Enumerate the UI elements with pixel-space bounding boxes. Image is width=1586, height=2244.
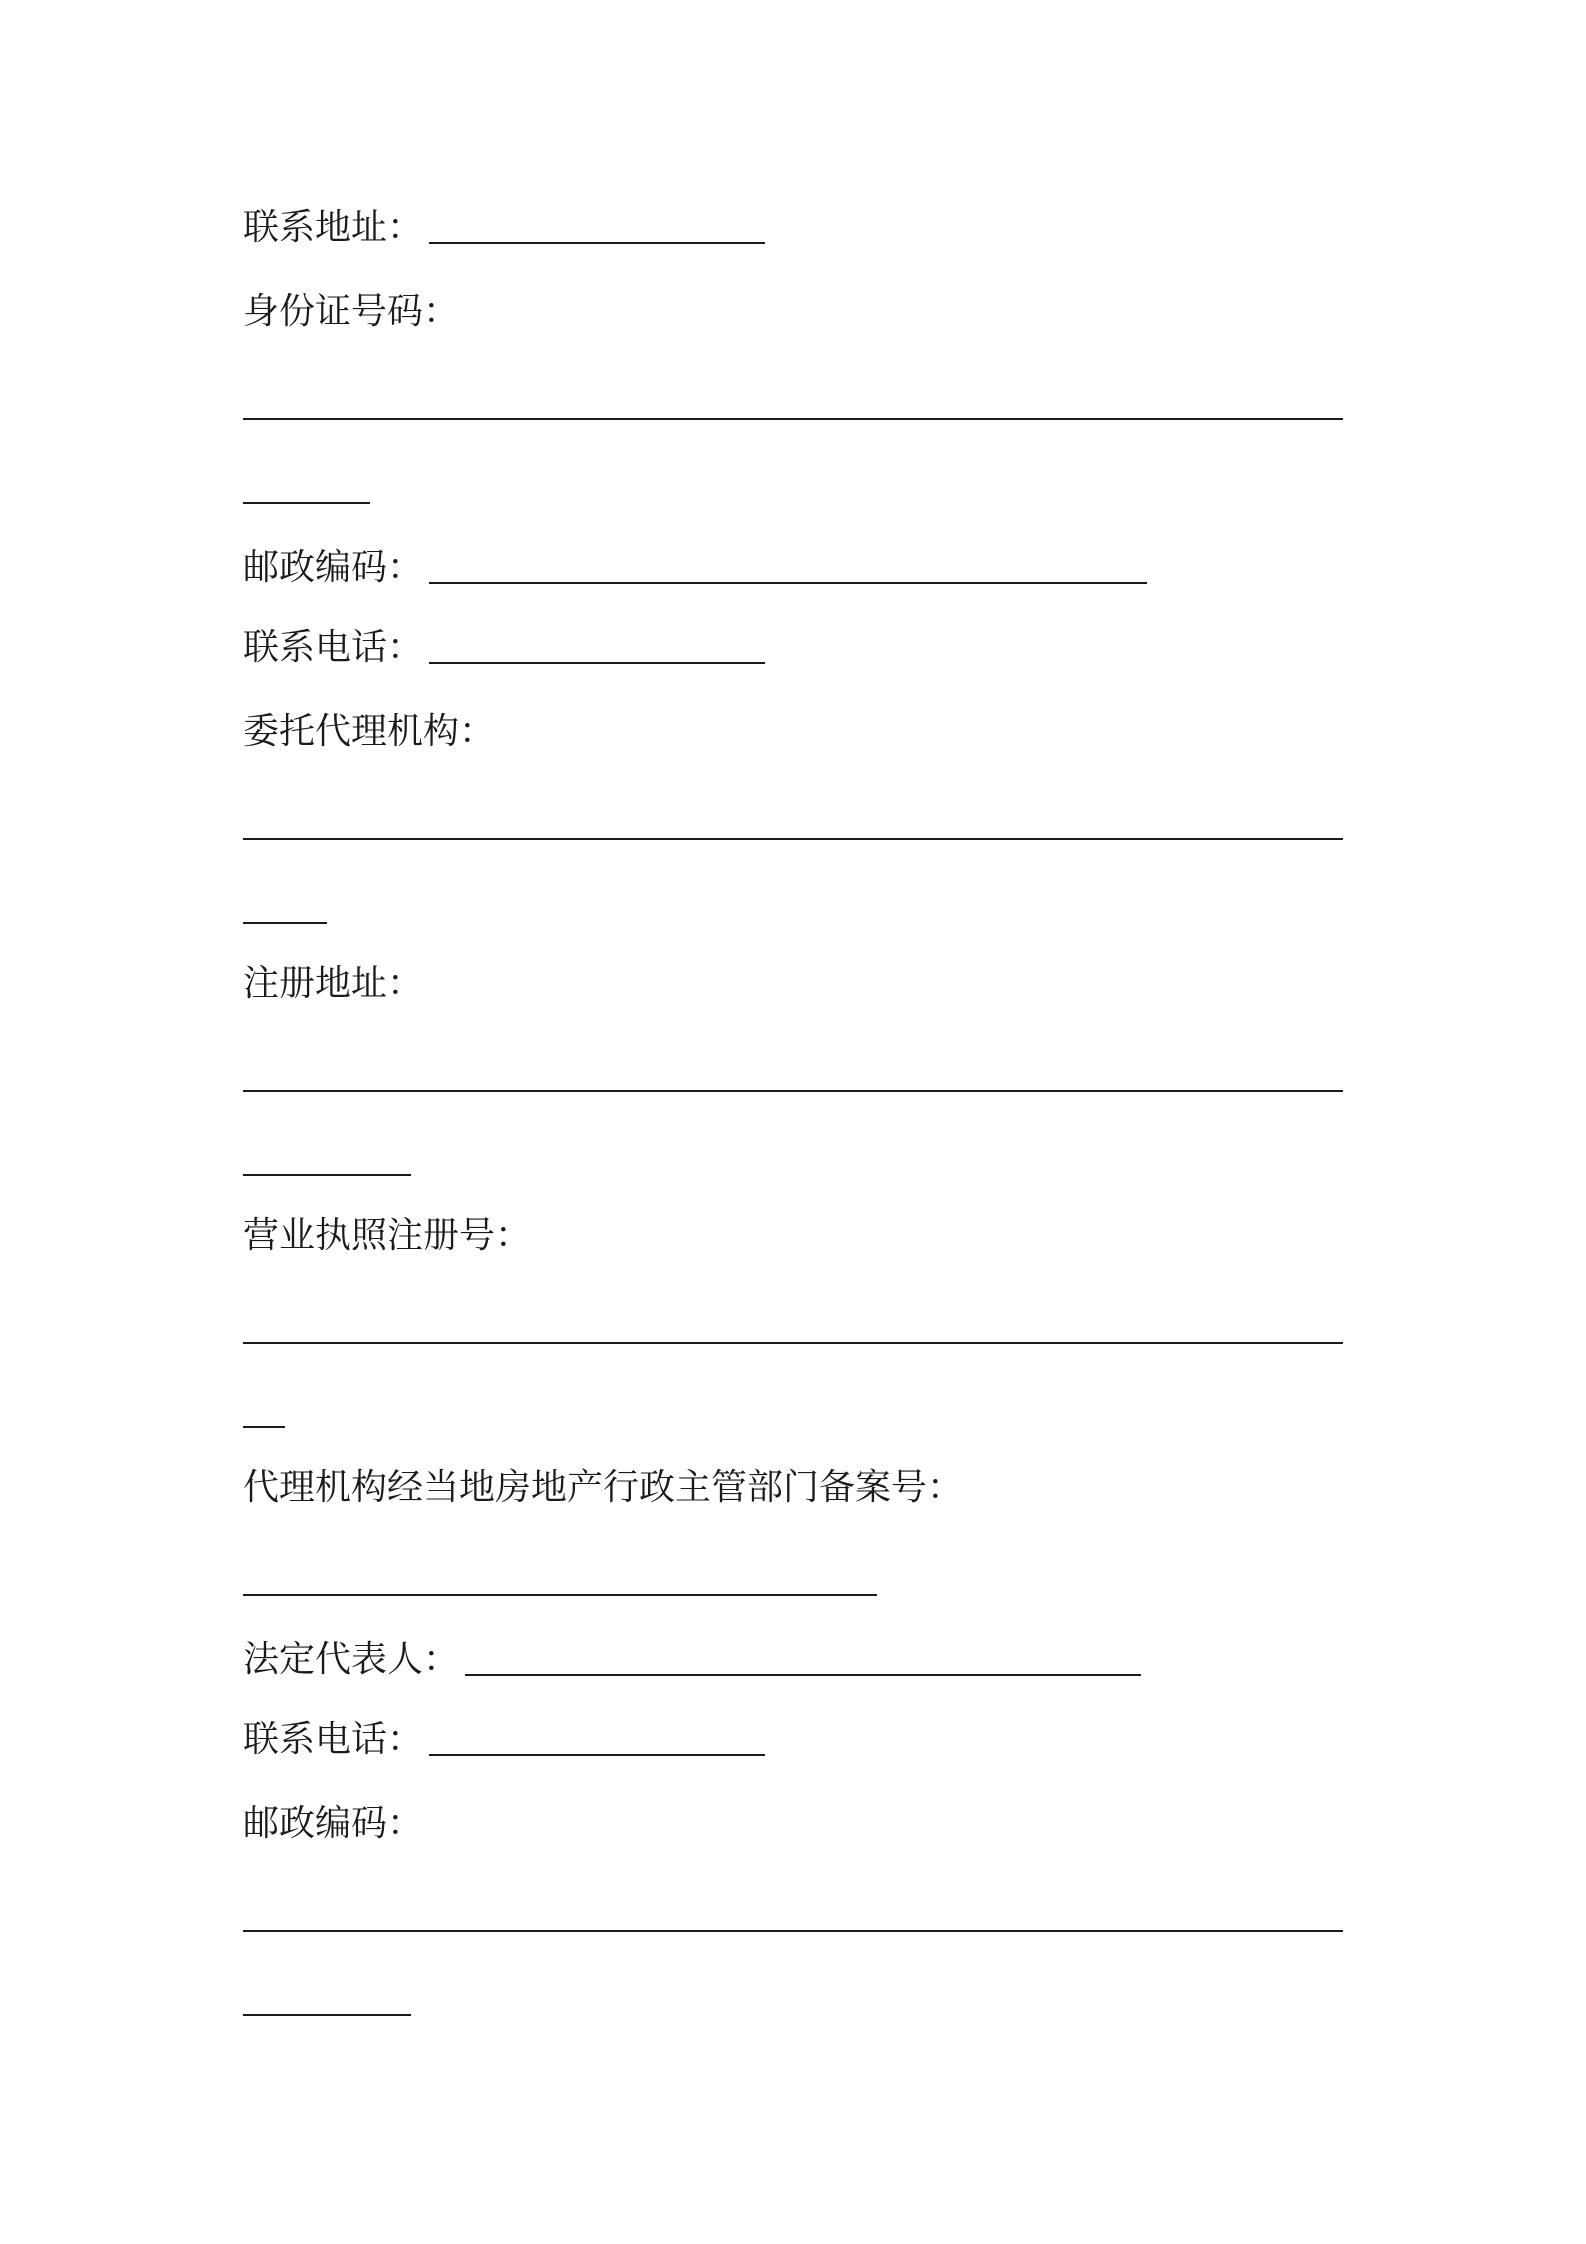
legal-rep-row	[243, 1638, 1141, 1682]
phone-row-2	[243, 1718, 765, 1762]
business-license-blank-line-1[interactable]	[243, 1342, 1343, 1344]
postal-code-row-1	[243, 546, 1147, 590]
legal-rep-blank[interactable]	[465, 1674, 1141, 1676]
phone-label-1: 联系电话：	[243, 627, 424, 668]
phone-label-2: 联系电话：	[243, 1719, 424, 1760]
postal-code-2-blank-line-2[interactable]	[243, 2014, 411, 2016]
business-license-blank-line-2[interactable]	[243, 1426, 285, 1428]
registered-address-blank-line-1[interactable]	[243, 1090, 1343, 1092]
registered-address-blank-line-2[interactable]	[243, 1174, 411, 1176]
business-license-label: 营业执照注册号：	[243, 1215, 532, 1256]
legal-rep-label: 法定代表人：	[243, 1639, 460, 1680]
filing-number-blank-line[interactable]	[243, 1594, 877, 1596]
id-number-blank-line-1[interactable]	[243, 418, 1343, 420]
id-number-label: 身份证号码：	[243, 291, 460, 332]
postal-code-blank-1[interactable]	[429, 582, 1147, 584]
agency-blank-line-2[interactable]	[243, 922, 327, 924]
contact-address-row	[243, 206, 765, 250]
postal-code-row-2	[243, 1802, 423, 1846]
phone-blank-2[interactable]	[429, 1754, 765, 1756]
postal-code-2-blank-line-1[interactable]	[243, 1930, 1343, 1932]
agency-label: 委托代理机构：	[243, 711, 496, 752]
contact-address-label: 联系地址：	[243, 207, 424, 248]
phone-row-1	[243, 626, 765, 670]
postal-code-label-2: 邮政编码：	[243, 1803, 424, 1844]
filing-number-label: 代理机构经当地房地产行政主管部门备案号：	[243, 1467, 964, 1508]
agency-blank-line-1[interactable]	[243, 838, 1343, 840]
registered-address-row	[243, 962, 423, 1006]
agency-row	[243, 710, 495, 754]
filing-number-row	[243, 1466, 963, 1510]
id-number-blank-line-2[interactable]	[243, 502, 370, 504]
contact-address-blank[interactable]	[429, 242, 765, 244]
phone-blank-1[interactable]	[429, 662, 765, 664]
business-license-row	[243, 1214, 531, 1258]
id-number-row	[243, 290, 459, 334]
registered-address-label: 注册地址：	[243, 963, 424, 1004]
postal-code-label-1: 邮政编码：	[243, 547, 424, 588]
